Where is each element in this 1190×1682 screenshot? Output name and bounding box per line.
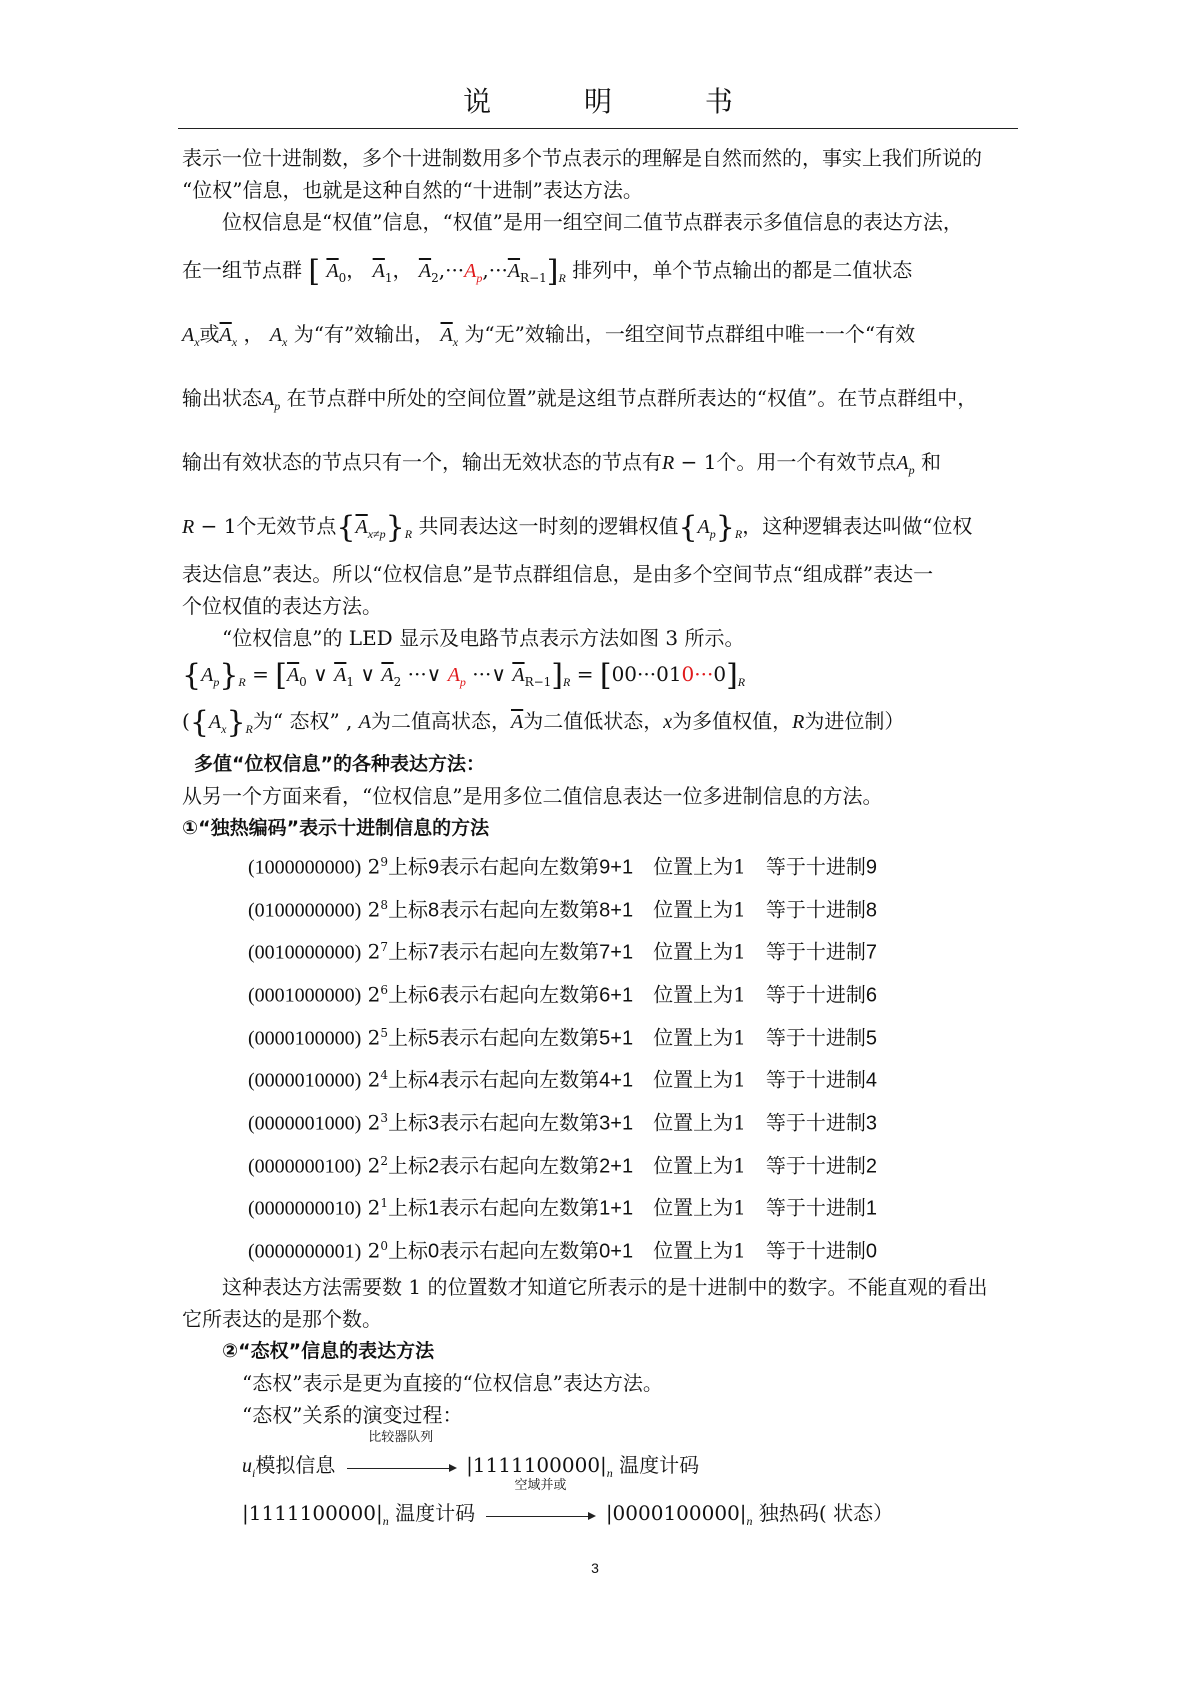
text-span: 个无效节点 <box>236 514 337 538</box>
onehot-row: (0000000100) $2^2$上标2表示右起向左数第2+1 位置上为1 等于十进制2 <box>248 1153 877 1178</box>
text-span: 和 <box>921 450 941 474</box>
onehot-row: (1000000000) $2^9$上标9表示右起向左数第9+1 位置上为1 等于十进制9 <box>248 854 877 879</box>
onehot-row: (0000000001) $2^0$上标0表示右起向左数第0+1 位置上为1 等于十进制0 <box>248 1238 877 1263</box>
text-span: 为“ 态权” , <box>252 709 353 733</box>
text-span: 为“有”效输出， <box>293 322 435 346</box>
text-span: 为进位制） <box>804 709 905 733</box>
onehot-row: (0000001000) $2^3$上标3表示右起向左数第3+1 位置上为1 等于十进制3 <box>248 1110 877 1135</box>
onehot-value: 等于十进制4 <box>765 1069 877 1092</box>
onehot-code: (0010000000) <box>248 941 362 964</box>
paragraph-line: 表达信息”表达。所以“位权信息”是节点群组信息，是由多个空间节点“组成群”表达一 <box>182 562 934 586</box>
formula: $\{A_p\}_R = [\overline{A}_0$ ∨ $\overline{A}_1$ ∨ $\overline{A}_2$ ···∨ $A_p$ ···∨ $\overline{A}_{R-1}]_R = [00\cdot\cdot\cdot 010\cdot\cdot\cdot 0]_R$ <box>182 658 746 693</box>
text-span: “态权”信息的表达方法 <box>238 1339 435 1362</box>
formula-binary-one: 1 <box>668 662 682 686</box>
onehot-code: (0000100000) <box>248 1027 362 1050</box>
onehot-row: (0000100000) $2^5$上标5表示右起向左数第5+1 位置上为1 等于十进制5 <box>248 1025 877 1050</box>
onehot-row: (0000010000) $2^4$上标4表示右起向左数第4+1 位置上为1 等于十进制4 <box>248 1067 877 1092</box>
formula-binary-red: 0··· <box>681 662 714 686</box>
text-span: 为二值高状态， <box>371 709 511 733</box>
evolution-line: $|1111100000|_n$ 温度计码 空域并或 $|0000100000|_n$ 独热码( 状态） <box>182 1493 1014 1541</box>
text-span: ，这种逻辑表达叫做“位权 <box>742 514 973 538</box>
onehot-exponent: 6 <box>380 982 389 997</box>
text-span: 为“无”效输出，一组空间节点群组中唯一一个“有效 <box>464 322 916 346</box>
text-span: 温度计码 <box>619 1452 700 1477</box>
onehot-code: (0000001000) <box>248 1112 362 1135</box>
onehot-code: (0001000000) <box>248 984 362 1007</box>
text-span: 在节点群中所处的空间位置”就是这组节点群所表达的“权值”。在节点群组中， <box>286 386 978 410</box>
text-span: 模拟信息 <box>255 1452 336 1477</box>
paragraph-line: 这种表达方法需要数 1 的位置数才知道它所表示的是十进制中的数字。不能直观的看出 <box>222 1274 988 1299</box>
onehot-position: 位置上为1 <box>653 854 746 879</box>
onehot-exponent: 3 <box>380 1110 389 1125</box>
page-header <box>178 82 1018 129</box>
onehot-exponent: 8 <box>380 897 389 912</box>
onehot-description: 上标7表示右起向左数第7+1 <box>388 941 634 964</box>
onehot-position: 位置上为1 <box>653 1195 746 1220</box>
onehot-description: 上标9表示右起向左数第9+1 <box>388 856 634 879</box>
text-span: 独热码( 状态） <box>758 1500 894 1525</box>
onehot-position: 位置上为1 <box>653 1110 746 1135</box>
evolution-line: $u_i$模拟信息 比较器队列 $|1111100000|_n$ 温度计码 <box>182 1445 1014 1493</box>
paragraph-line: “态权”表示是更为直接的“位权信息”表达方法。 <box>242 1370 663 1395</box>
text-span: 输出有效状态的节点只有一个，输出无效状态的节点有 <box>182 450 662 474</box>
onehot-exponent: 5 <box>380 1025 389 1040</box>
arrow-spatial-or <box>481 1477 599 1535</box>
paragraph-line: 表示一位十进制数，多个十进制数用多个节点表示的理解是自然而然的，事实上我们所说的 <box>182 146 982 170</box>
paragraph-line: 个位权值的表达方法。 <box>182 594 382 618</box>
paragraph-line: “态权”关系的演变过程： <box>242 1402 463 1427</box>
onehot-value: 等于十进制3 <box>765 1112 877 1135</box>
onehot-value: 等于十进制2 <box>765 1155 877 1178</box>
paragraph-line: R − 1个无效节点$\{\overline{A}_{x\ne p}\}_R$ 共同表达这一时刻的逻辑权值$\{A_p\}_R$，这种逻辑表达叫做“位权 <box>182 510 973 545</box>
page-title: 说 明 书 <box>463 85 775 118</box>
arrow-label: 空域并或 <box>514 1477 567 1493</box>
text-span: 为二值低状态， <box>523 709 664 733</box>
onehot-code: (0000000010) <box>248 1197 362 1220</box>
onehot-description: 上标5表示右起向左数第5+1 <box>388 1027 634 1050</box>
text-span: 温度计码 <box>395 1500 476 1525</box>
onehot-exponent: 1 <box>380 1196 389 1211</box>
onehot-code: |0000100000| <box>605 1500 747 1525</box>
onehot-row: (0000000010) $2^1$上标1表示右起向左数第1+1 位置上为1 等于十进制1 <box>248 1195 877 1220</box>
onehot-exponent: 9 <box>380 855 389 869</box>
page-number: 3 <box>591 1560 599 1576</box>
onehot-value: 等于十进制6 <box>765 984 877 1007</box>
section-heading: 多值“位权信息”的各种表达方法： <box>194 753 485 775</box>
paragraph-line: 它所表达的是那个数。 <box>182 1306 382 1331</box>
onehot-description: 上标4表示右起向左数第4+1 <box>388 1069 634 1092</box>
thermometer-code: |1111100000| <box>466 1452 607 1477</box>
text-span: 或 <box>199 322 220 346</box>
document-body <box>182 142 1014 1541</box>
thermometer-code: |1111100000| <box>242 1500 383 1525</box>
onehot-position: 位置上为1 <box>653 1238 746 1263</box>
onehot-exponent: 7 <box>380 940 389 955</box>
onehot-description: 上标0表示右起向左数第0+1 <box>388 1240 634 1263</box>
onehot-row: (0100000000) $2^8$上标8表示右起向左数第8+1 位置上为1 等于十进制8 <box>248 897 877 922</box>
paragraph-line: 位权信息是“权值”信息，“权值”是用一组空间二值节点群表示多值信息的表达方法， <box>222 210 963 234</box>
onehot-description: 上标8表示右起向左数第8+1 <box>388 899 634 922</box>
onehot-value: 等于十进制7 <box>765 941 877 964</box>
onehot-description: 上标3表示右起向左数第3+1 <box>388 1112 634 1135</box>
paragraph-line: “位权”信息，也就是这种自然的“十进制”表达方法。 <box>182 178 643 202</box>
paragraph-line: $A_x$或$\overline{A}_x$ ， $A_x$ 为“有”效输出， $\overline{A}_x$ 为“无”效输出，一组空间节点群组中唯一一个“有效 <box>182 322 916 349</box>
text-span: 输出状态 <box>182 386 262 410</box>
paragraph-line: 输出有效状态的节点只有一个，输出无效状态的节点有R − 1个。用一个有效节点$A_p$ 和 <box>182 450 941 477</box>
onehot-list <box>182 844 1014 1271</box>
onehot-value: 等于十进制8 <box>765 899 877 922</box>
paragraph-line: 在一组节点群 [ $\overline{A}_0$， $\overline{A}_1$， $\overline{A}_2,\cdot\cdot\cdot A_p,\cdot\cdot\cdot\overline{A}_{R-1}]_R$ 排列中，单个节点输出的都是二值状态 <box>182 254 913 289</box>
text-span: 为多值权值， <box>672 709 793 733</box>
onehot-position: 位置上为1 <box>653 1153 746 1178</box>
section-intro: 从另一个方面来看，“位权信息”是用多位二值信息表达一位多进制信息的方法。 <box>182 784 883 808</box>
onehot-code: (0100000000) <box>248 899 362 922</box>
onehot-code: (0000000100) <box>248 1155 362 1178</box>
formula-binary-suffix: 0 <box>713 662 727 686</box>
onehot-row: (0001000000) $2^6$上标6表示右起向左数第6+1 位置上为1 等于十进制6 <box>248 982 877 1007</box>
onehot-exponent: 4 <box>380 1068 389 1083</box>
circled-number-2: ② <box>222 1339 239 1362</box>
paragraph-line: “位权信息”的 LED 显示及电路节点表示方法如图 3 所示。 <box>222 626 745 650</box>
text-span: 在一组节点群 <box>182 258 302 282</box>
onehot-position: 位置上为1 <box>653 897 746 922</box>
onehot-exponent: 2 <box>380 1153 389 1168</box>
onehot-position: 位置上为1 <box>653 939 746 964</box>
formula-binary-prefix: 00···0 <box>611 662 669 686</box>
text-span: 个。用一个有效节点 <box>716 450 897 474</box>
circled-number-1: ① <box>182 817 199 839</box>
onehot-position: 位置上为1 <box>653 982 746 1007</box>
text-span: 排列中，单个节点输出的都是二值状态 <box>572 258 913 282</box>
onehot-position: 位置上为1 <box>653 1025 746 1050</box>
subsection-heading <box>182 812 1014 844</box>
onehot-code: (1000000000) <box>248 856 362 879</box>
onehot-position: 位置上为1 <box>653 1067 746 1092</box>
onehot-value: 等于十进制0 <box>765 1240 877 1263</box>
text-span: 共同表达这一时刻的逻辑权值 <box>418 514 679 538</box>
formula-note: ($\{A_x\}_R$为“ 态权” , A为二值高状态，$\overline{A}$为二值低状态，x为多值权值，R为进位制） <box>182 705 905 740</box>
arrow-comparator <box>342 1429 460 1487</box>
onehot-description: 上标2表示右起向左数第2+1 <box>388 1155 634 1178</box>
onehot-code: (0000000001) <box>248 1240 362 1263</box>
onehot-value: 等于十进制1 <box>765 1197 877 1220</box>
onehot-description: 上标1表示右起向左数第1+1 <box>388 1197 634 1220</box>
onehot-value: 等于十进制5 <box>765 1027 877 1050</box>
onehot-value: 等于十进制9 <box>765 856 877 879</box>
onehot-description: 上标6表示右起向左数第6+1 <box>388 984 634 1007</box>
subsection-heading <box>182 1335 1014 1367</box>
paragraph-line: 输出状态$A_p$ 在节点群中所处的空间位置”就是这组节点群所表达的“权值”。在节点群组中， <box>182 386 978 413</box>
onehot-code: (0000010000) <box>248 1069 362 1092</box>
onehot-row: (0010000000) $2^7$上标7表示右起向左数第7+1 位置上为1 等于十进制7 <box>248 939 877 964</box>
onehot-exponent: 0 <box>380 1238 389 1253</box>
arrow-label: 比较器队列 <box>368 1429 434 1445</box>
text-span: “独热编码”表示十进制信息的方法 <box>198 817 490 839</box>
